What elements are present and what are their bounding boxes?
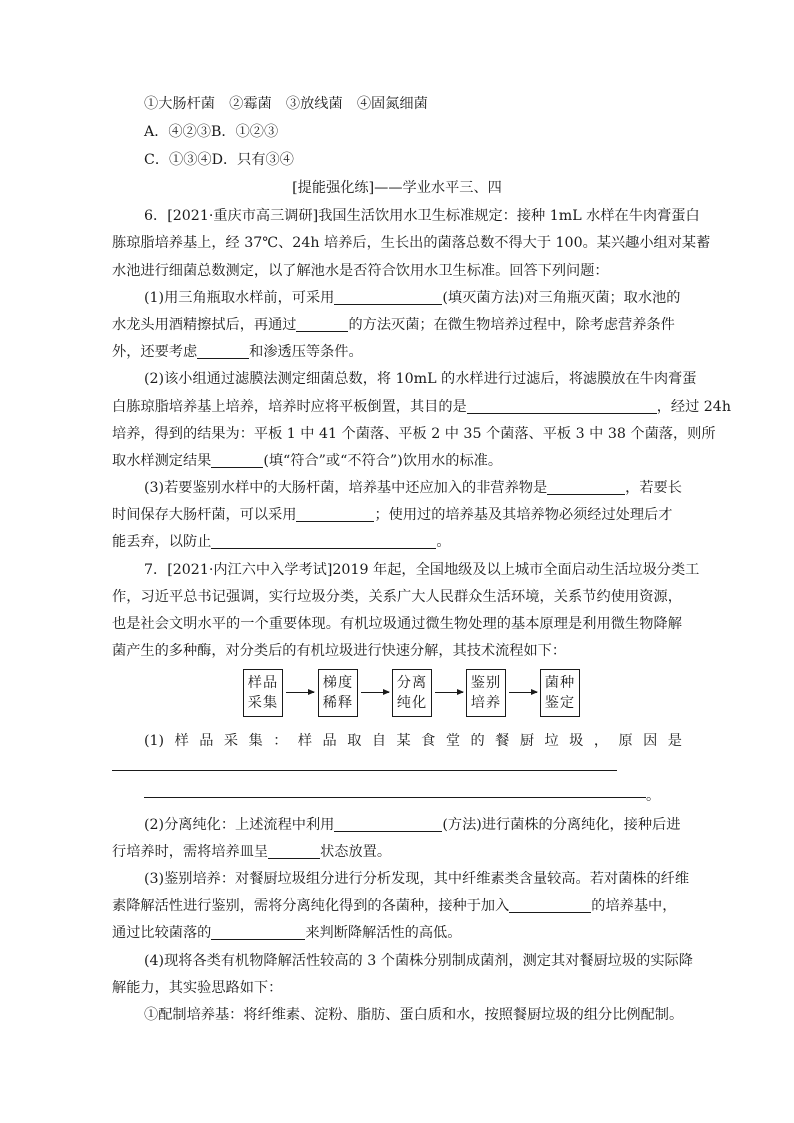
q5-options-ab: A．④②③B．①②③: [144, 124, 279, 140]
answer-blank[interactable]: [296, 507, 374, 522]
flow-arrow-icon: [361, 692, 389, 693]
q6-part3-line-2: [112, 505, 682, 525]
answer-blank[interactable]: [509, 898, 591, 913]
q7-stem-line-1: 7．[2021·内江六中入学考试]2019 年起，全国地级及以上城市全面启动生活垃圾分类工: [144, 562, 700, 578]
q7-part4-line-2: 解能力，其实验思路如下：: [112, 980, 283, 996]
q6-part1-text-d: 的方法灭菌；在微生物培养过程中，除考虑营养条件: [348, 317, 675, 333]
q6-part3-line-3: [112, 532, 682, 552]
q7-part3-text-b: 素降解活性进行鉴别，需将分离纯化得到的各菌种，接种于加入: [112, 898, 510, 914]
flow-box-strain-identification: [540, 669, 580, 717]
q6-part2-line-3: 培养，得到的结果为：平板 1 中 41 个菌落、平板 2 中 35 个菌落、平板 3 中 38 个菌落，则所: [112, 426, 716, 442]
answer-blank[interactable]: [334, 290, 442, 305]
q7-part2-text-c: 行培养时，需将培养皿呈: [112, 844, 269, 860]
flow-box-text-bottom: 采集: [247, 695, 279, 711]
q6-part3-text-e: 能丢弃，以防止: [112, 534, 212, 550]
q5-options-cd: C．①③④D．只有③④: [144, 152, 294, 168]
q6-part3-text-a: (3)若要鉴别水样中的大肠杆菌，培养基中还应加入的非营养物是: [144, 480, 548, 496]
q7-stem-line-2: 作，习近平总书记强调，实行垃圾分类，关系广大人民群众生活环境，关系节约使用资源，: [112, 589, 682, 605]
q6-part2-line-4: [112, 451, 682, 471]
answer-blank[interactable]: [144, 797, 646, 798]
q6-part2-line-2: [112, 397, 731, 417]
answer-blank[interactable]: [211, 453, 263, 468]
q7-part4-line-3: ①配制培养基：将纤维素、淀粉、脂肪、蛋白质和水，按照餐厨垃圾的组分比例配制。: [144, 1007, 684, 1023]
q6-part1-line-3: [112, 342, 682, 362]
flow-box-identification-culture: [466, 669, 506, 717]
flow-box-isolation-purification: [392, 669, 432, 717]
q6-part2-text-e: 取水样测定结果: [112, 453, 212, 469]
flow-box-text-top: 梯度: [322, 675, 354, 691]
q6-part1-text-a: (1)用三角瓶取水样前，可采用: [144, 290, 335, 306]
q7-part3-text-d: 通过比较菌落的: [112, 925, 212, 941]
flow-box-text-bottom: 鉴定: [544, 695, 576, 711]
q7-part4-line-1: (4)现将各类有机物降解活性较高的 3 个菌株分别制成菌剂，测定其对餐厨垃圾的实际降: [144, 953, 693, 969]
section-title: [提能强化练]——学业水平三、四: [292, 180, 502, 196]
flow-arrow-icon: [509, 692, 537, 693]
q6-stem-line-1: 6．[2021·重庆市高三调研]我国生活饮用水卫生标准规定：接种 1mL 水样在牛肉膏蛋白: [144, 208, 700, 224]
answer-blank[interactable]: [467, 399, 657, 414]
q6-part3-text-d: ；使用过的培养基及其培养物必须经过处理后才: [374, 507, 673, 523]
q6-part2-text-f: (填“符合”或“不符合”)饮用水的标准。: [263, 453, 503, 469]
answer-blank[interactable]: [197, 344, 249, 359]
answer-blank[interactable]: [334, 817, 442, 832]
flow-box-text-bottom: 稀释: [322, 695, 354, 711]
q6-part1-line-2: [112, 315, 682, 335]
q6-part1-text-c: 水龙头用酒精擦拭后，再通过: [112, 317, 297, 333]
flow-box-text-top: 样品: [247, 675, 279, 691]
q6-stem-line-2: 胨琼脂培养基上，经 37℃、24h 培养后，生长出的菌落总数不得大于 100。某兴趣小组对某蓄: [112, 235, 711, 251]
q7-stem-line-3: 也是社会文明水平的一个重要体现。有机垃圾通过微生物处理的基本原理是利用微生物降解: [112, 616, 682, 632]
q6-part3-text-f: 。: [436, 534, 451, 550]
flow-arrow-icon: [435, 692, 463, 693]
q7-part3-text-c: 的培养基中，: [591, 898, 677, 914]
q6-part3-line-1: [144, 478, 682, 498]
process-flow-diagram: [243, 669, 583, 719]
q7-stem-line-4: 菌产生的多种酶，对分类后的有机垃圾进行快速分解，其技术流程如下：: [112, 643, 567, 659]
q7-part1-end-mark: 。: [646, 788, 661, 804]
answer-blank[interactable]: [268, 844, 320, 859]
q6-part2-text-b: 白胨琼脂培养基上培养，培养时应将平板倒置，其目的是: [112, 399, 467, 415]
q7-part2-line-1: [144, 815, 682, 835]
q6-part2-line-1: (2)该小组通过滤膜法测定细菌总数，将 10mL 的水样进行过滤后，将滤膜放在牛肉膏蛋: [144, 371, 697, 387]
answer-blank[interactable]: [211, 925, 305, 940]
answer-blank[interactable]: [296, 317, 348, 332]
q7-part2-text-a: (2)分离纯化：上述流程中利用: [144, 817, 335, 833]
flow-box-text-bottom: 纯化: [396, 695, 428, 711]
q6-part1-line-1: [144, 288, 682, 308]
flow-box-text-top: 菌种: [544, 675, 576, 691]
q7-part2-line-2: [112, 842, 682, 862]
q7-part3-text-e: 来判断降解活性的高低。: [305, 925, 462, 941]
q6-part1-text-b: (填灭菌方法)对三角瓶灭菌；取水池的: [442, 290, 681, 306]
answer-blank[interactable]: [211, 534, 436, 549]
q6-part2-text-c: ，经过 24h: [656, 399, 731, 415]
q6-stem-line-3: 水池进行细菌总数测定，以了解池水是否符合饮用水卫生标准。回答下列问题：: [112, 263, 609, 279]
flow-box-text-bottom: 培养: [470, 695, 502, 711]
q7-part3-line-1: (3)鉴别培养：对餐厨垃圾组分进行分析发现，其中纤维素类含量较高。若对菌株的纤维: [144, 871, 690, 887]
q6-part3-text-b: ，若要长: [625, 480, 682, 496]
q6-part3-text-c: 时间保存大肠杆菌，可以采用: [112, 507, 297, 523]
q7-part3-line-3: [112, 923, 682, 943]
q7-part2-text-d: 状态放置。: [320, 844, 392, 860]
q7-part3-line-2: [112, 896, 682, 916]
answer-blank[interactable]: [547, 480, 625, 495]
flow-box-gradient-dilution: [318, 669, 358, 717]
q6-part1-text-f: 和渗透压等条件。: [249, 344, 363, 360]
flow-box-text-top: 鉴别: [470, 675, 502, 691]
q6-part1-text-e: 外，还要考虑: [112, 344, 198, 360]
flow-box-sample-collection: [243, 669, 283, 717]
flow-box-text-top: 分离: [396, 675, 428, 691]
q5-items: ①大肠杆菌 ②霉菌 ③放线菌 ④固氮细菌: [144, 96, 428, 112]
q7-part1-line-1: (1)样品采集：样品取自某食堂的餐厨垃圾，原因是: [144, 733, 682, 749]
answer-blank[interactable]: [112, 770, 617, 771]
q7-part2-text-b: (方法)进行菌株的分离纯化，接种后进: [442, 817, 681, 833]
flow-arrow-icon: [286, 692, 314, 693]
